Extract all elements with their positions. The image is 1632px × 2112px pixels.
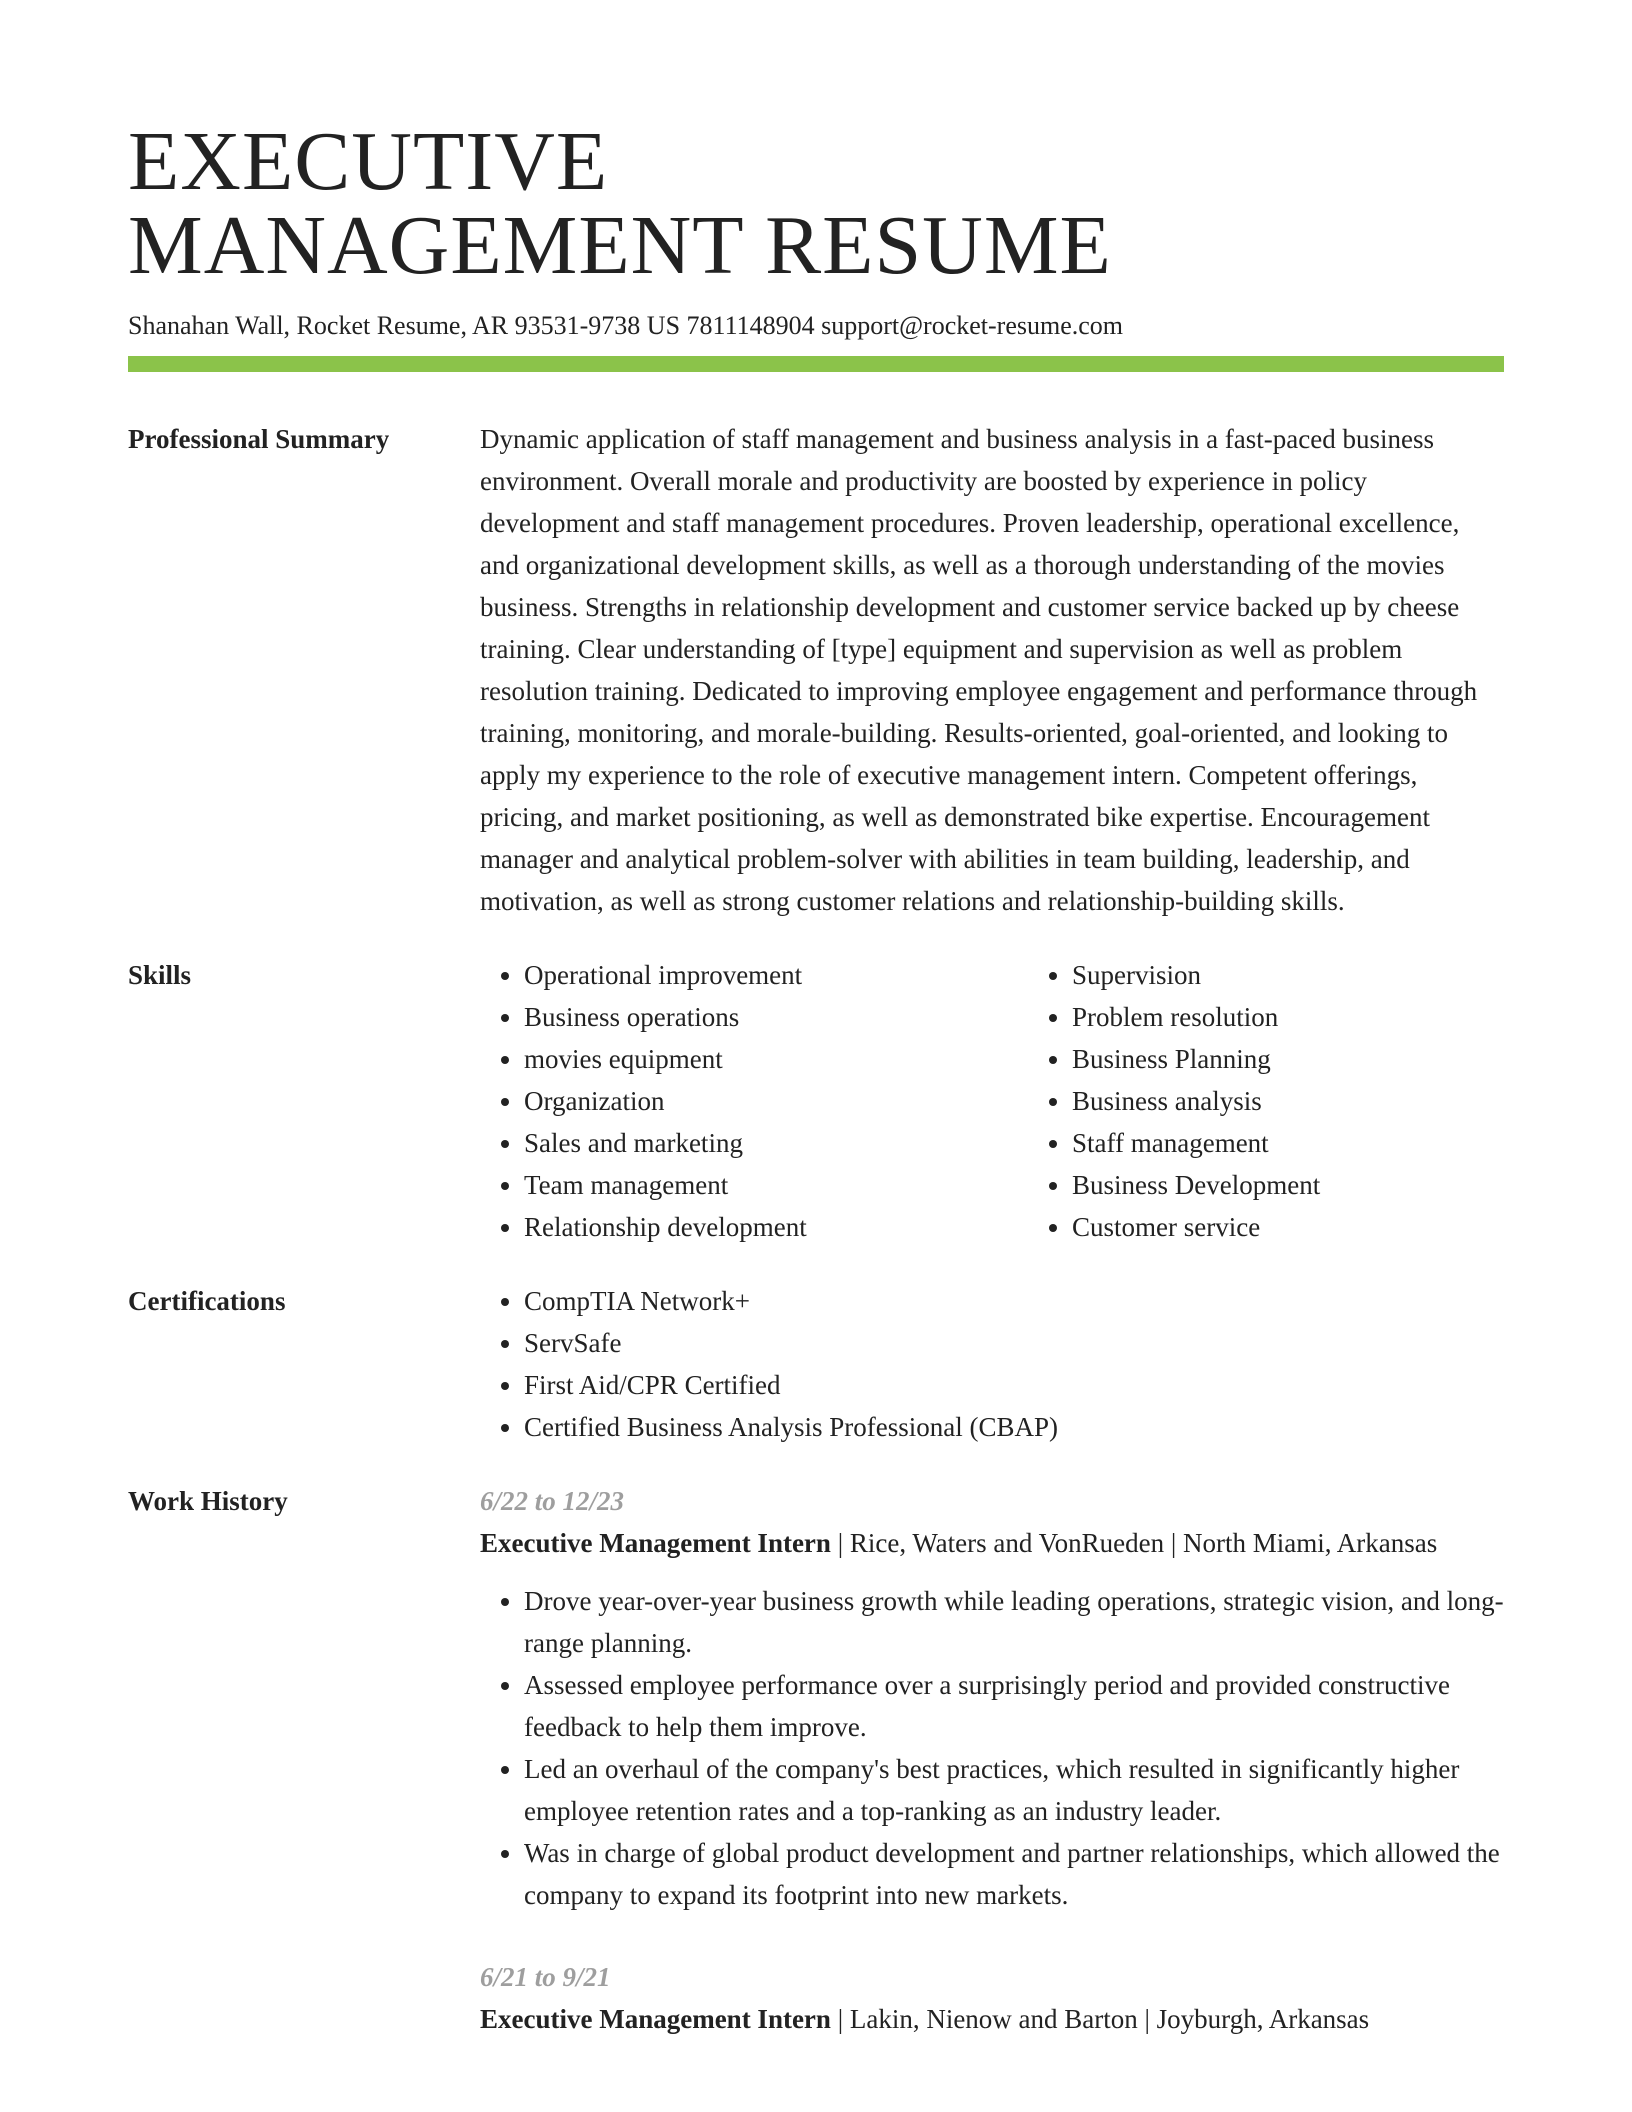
job-bullet: • Led an overhaul of the company's best practices, which resulted in significantly higher employee retention rates and a top-ranking as an industry leader.: [524, 1748, 1504, 1832]
job-title: Executive Management Intern: [480, 1528, 831, 1558]
skill-item: • movies equipment: [524, 1038, 1028, 1080]
certifications-section: [128, 1280, 1504, 1448]
certification-item: • ServSafe: [524, 1322, 1504, 1364]
professional-summary-section: [128, 418, 1504, 922]
job-entry: [480, 1956, 1504, 2040]
summary-text: Dynamic application of staff management and business analysis in a fast-paced business environment. Overall morale and productivity are boosted by experience in policy development and staff management procedures. Proven leadership, operational excellence, and organizational development skills, as well as a thorough understanding of the movies business. Strengths in relationship development and customer service backed up by cheese training. Clear understanding of [type] equipment and supervision as well as problem resolution training. Dedicated to improving employee engagement and performance through training, monitoring, and morale-building. Results-oriented, goal-oriented, and looking to apply my experience to the role of executive management intern. Competent offerings, pricing, and market positioning, as well as demonstrated bike expertise. Encouragement manager and analytical problem-solver with abilities in team building, leadership, and motivation, as well as strong customer relations and relationship-building skills.: [480, 424, 1478, 916]
title-line-2: MANAGEMENT RESUME: [128, 199, 1112, 292]
certifications-body: [480, 1280, 1504, 1448]
job-heading: [480, 1522, 1504, 1564]
section-label-summary: Professional Summary: [128, 424, 390, 454]
section-label-certifications: Certifications: [128, 1286, 286, 1316]
job-bullet: • Was in charge of global product development and partner relationships, which allowed the company to expand its footprint into new markets.: [524, 1832, 1504, 1916]
job-entry: [480, 1480, 1504, 1916]
certification-item: • CompTIA Network+: [524, 1280, 1504, 1322]
skills-column-1: [480, 954, 1028, 1248]
resume-title: [128, 115, 1504, 292]
title-line-1: EXECUTIVE: [128, 115, 609, 208]
work-body: [480, 1480, 1504, 2040]
skill-item: • Business Planning: [1072, 1038, 1576, 1080]
job-details: | Rice, Waters and VonRueden | North Miami, Arkansas: [830, 1528, 1438, 1558]
work-history-section: [128, 1480, 1504, 2040]
skill-item: • Organization: [524, 1080, 1028, 1122]
certification-item: • First Aid/CPR Certified: [524, 1364, 1504, 1406]
job-dates: 6/22 to 12/23: [480, 1486, 625, 1516]
skills-body: [480, 954, 1576, 1248]
skill-item: • Business operations: [524, 996, 1028, 1038]
job-bullet: • Assessed employee performance over a surprisingly period and provided constructive feedback to help them improve.: [524, 1664, 1504, 1748]
skills-section: [128, 954, 1504, 1248]
accent-divider: [128, 356, 1504, 372]
resume-page: [128, 115, 1504, 2040]
resume-header: [128, 115, 1504, 372]
contact-info: Shanahan Wall, Rocket Resume, AR 93531-9738 US 7811148904 support@rocket-resume.com: [128, 311, 1124, 340]
job-title: Executive Management Intern: [480, 2004, 831, 2034]
summary-body: [480, 418, 1504, 922]
skill-item: • Staff management: [1072, 1122, 1576, 1164]
skill-item: • Supervision: [1072, 954, 1576, 996]
job-bullets: [480, 1580, 1504, 1916]
skill-item: • Relationship development: [524, 1206, 1028, 1248]
skill-item: • Operational improvement: [524, 954, 1028, 996]
section-label-skills: Skills: [128, 960, 192, 990]
skill-item: • Business analysis: [1072, 1080, 1576, 1122]
skill-item: • Team management: [524, 1164, 1028, 1206]
skill-item: • Customer service: [1072, 1206, 1576, 1248]
skill-item: • Sales and marketing: [524, 1122, 1028, 1164]
job-heading: [480, 1998, 1504, 2040]
job-dates: 6/21 to 9/21: [480, 1962, 611, 1992]
skill-item: • Business Development: [1072, 1164, 1576, 1206]
job-details: | Lakin, Nienow and Barton | Joyburgh, Arkansas: [830, 2004, 1370, 2034]
job-bullet: • Drove year-over-year business growth while leading operations, strategic vision, and long-range planning.: [524, 1580, 1504, 1664]
certification-item: • Certified Business Analysis Professional (CBAP): [524, 1406, 1504, 1448]
skill-item: • Problem resolution: [1072, 996, 1576, 1038]
certifications-list: [480, 1280, 1504, 1448]
skills-column-2: [1028, 954, 1576, 1248]
section-label-work: Work History: [128, 1486, 288, 1516]
